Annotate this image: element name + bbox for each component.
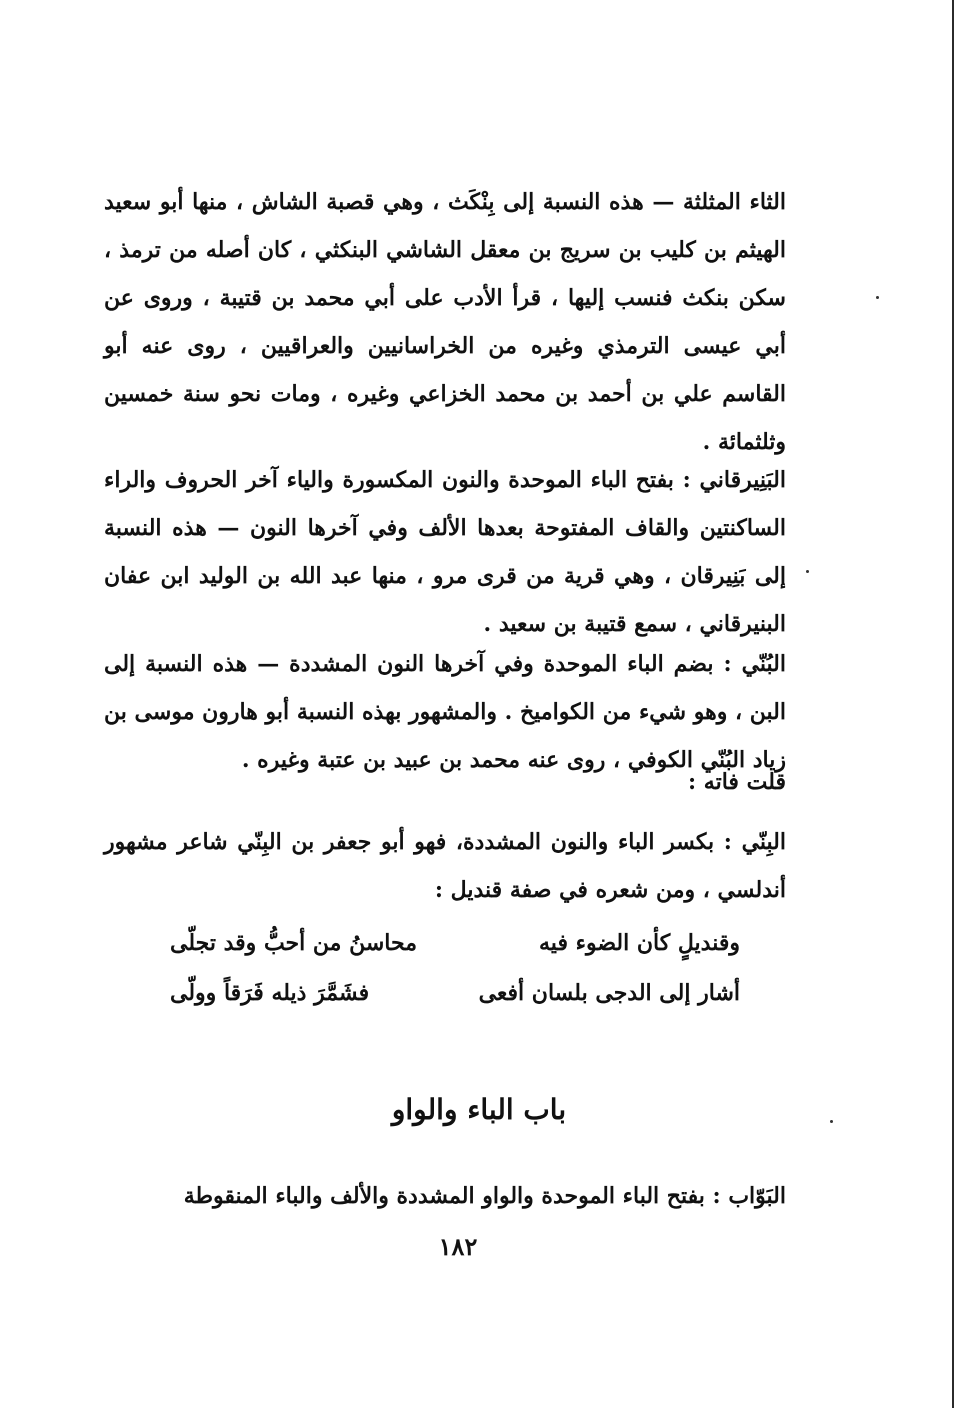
verse-hemistich-second: محاسنُ من أحبُّ وقد تجلّى	[170, 930, 417, 956]
paragraph-bankath	[104, 178, 786, 466]
page-edge-line	[952, 0, 954, 1408]
chapter-heading: باب الباء والواو	[391, 1093, 567, 1126]
paragraph-binni	[104, 818, 786, 914]
verse-hemistich-first: وقنديلٍ كأن الضوء فيه	[539, 930, 740, 956]
entry-body: : بضم الباء الموحدة وفي آخرها النون المشددة — هذه النسبة إلى البن ، وهو شيء من الكواميخ . والمشهور بهذه النسبة أبو هارون موسى بن زياد البُنّي الكوفي ، روى عنه محمد بن عبيد بن عتبة وغيره .	[104, 651, 786, 773]
poem-verse-2	[170, 980, 740, 1006]
page-number: ١٨٢	[438, 1232, 478, 1261]
entry-headword: البَوّاب	[728, 1183, 786, 1209]
entry-body: : بفتح الباء الموحدة والنون المكسورة والياء آخر الحروف والراء الساكنتين والقاف المفتوحة بعدها الألف وفي آخرها النون — هذه النسبة إلى بَنِيرقان ، وهي قرية من قرى مرو ، منها عبد الله بن الوليد ابن عفان البنيرقاني ، سمع قتيبة بن سعيد .	[104, 467, 786, 637]
scan-speck	[830, 1120, 833, 1123]
entry-headword: البَنِيرقاني	[699, 467, 786, 493]
paragraph-note	[104, 758, 786, 806]
note-text: قلت فاته :	[688, 769, 786, 795]
entry-body: : بكسر الباء والنون المشددة، فهو أبو جعفر بن البِنّي شاعر مشهور أندلسي ، ومن شعره في صفة قنديل :	[104, 829, 786, 903]
paragraph-text: الثاء المثلثة — هذه النسبة إلى بِنْكَث ، وهي قصبة الشاش ، منها أبو سعيد الهيثم بن كليب بن سريج بن معقل الشاشي البنكثي ، كان أصله من ترمذ ، سكن بنكث فنسب إليها ، قرأ الأدب على أبي محمد بن قتيبة ، وروى عن أبي عيسى الترمذي وغيره من الخراسانيين والعراقيين ، روى عنه أبو القاسم علي بن أحمد بن محمد الخزاعي وغيره ، ومات نحو سنة خمسين وثلثمائة .	[104, 189, 786, 455]
scan-speck	[806, 570, 809, 573]
poem-verse-1	[170, 930, 740, 956]
paragraph-banirqani	[104, 456, 786, 648]
scan-speck	[876, 296, 879, 299]
paragraph-bawwab	[104, 1172, 786, 1220]
entry-body: : بفتح الباء الموحدة والواو المشددة والألف والباء المنقوطة	[183, 1183, 729, 1209]
entry-headword: البِنّي	[741, 829, 786, 855]
verse-hemistich-second: فشَمَّرَ ذيله فَرَقاً وولّى	[170, 980, 370, 1006]
entry-headword: البُنّي	[741, 651, 786, 677]
verse-hemistich-first: أشار إلى الدجى بلسان أفعى	[478, 980, 740, 1006]
